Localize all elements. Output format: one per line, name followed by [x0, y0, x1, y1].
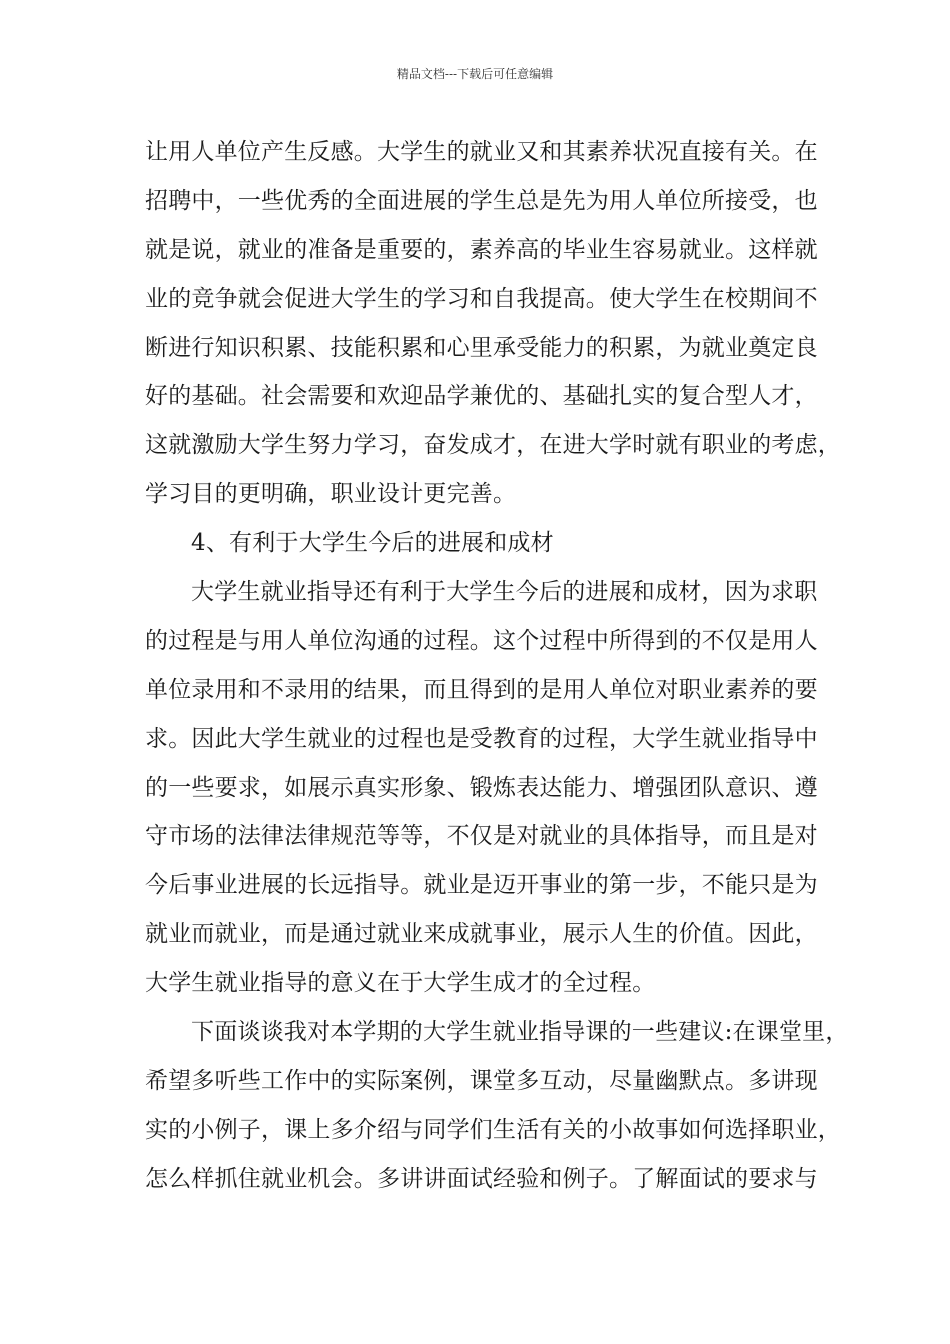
text-line: 这就激励大学生努力学习，奋发成才，在进大学时就有职业的考虑， — [145, 432, 841, 459]
text-line: 单位录用和不录用的结果，而且得到的是用人单位对职业素养的要 — [145, 676, 818, 703]
text-line: 业的竞争就会促进大学生的学习和自我提高。使大学生在校期间不 — [145, 285, 818, 312]
text-line: 让用人单位产生反感。大学生的就业又和其素养状况直接有关。在 — [145, 139, 818, 165]
text-line: 的过程是与用人单位沟通的过程。这个过程中所得到的不仅是用人 — [145, 627, 818, 654]
text-line: 守市场的法律法律规范等等，不仅是对就业的具体指导，而且是对 — [145, 823, 818, 850]
text-line: 的一些要求，如展示真实形象、锻炼表达能力、增强团队意识、遵 — [145, 774, 818, 801]
text-line: 希望多听些工作中的实际案例，课堂多互动，尽量幽默点。多讲现 — [145, 1067, 818, 1094]
text-line: 实的小例子，课上多介绍与同学们生活有关的小故事如何选择职业， — [145, 1116, 841, 1143]
text-line: 大学生就业指导还有利于大学生今后的进展和成材，因为求职 — [191, 579, 818, 606]
text-line: 下面谈谈我对本学期的大学生就业指导课的一些建议:在课堂里， — [191, 1019, 849, 1046]
text-line: 就业而就业，而是通过就业来成就事业，展示人生的价值。因此， — [145, 921, 818, 948]
text-line: 招聘中，一些优秀的全面进展的学生总是先为用人单位所接受，也 — [145, 187, 818, 214]
section-heading: 4、有利于大学生今后的进展和成材 — [191, 530, 554, 557]
text-line: 求。因此大学生就业的过程也是受教育的过程，大学生就业指导中 — [145, 725, 818, 752]
text-line: 断进行知识积累、技能积累和心里承受能力的积累，为就业奠定良 — [145, 334, 818, 361]
text-line: 怎么样抓住就业机会。多讲讲面试经验和例子。了解面试的要求与 — [145, 1165, 818, 1192]
page-header: 精品文档---下载后可任意编辑 — [396, 67, 554, 81]
body-text — [145, 128, 849, 1204]
text-line: 学习目的更明确，职业设计更完善。 — [145, 481, 517, 508]
text-line: 今后事业进展的长远指导。就业是迈开事业的第一步，不能只是为 — [145, 872, 818, 899]
text-line: 好的基础。社会需要和欢迎品学兼优的、基础扎实的复合型人才， — [145, 383, 818, 410]
text-line: 就是说，就业的准备是重要的，素养高的毕业生容易就业。这样就 — [145, 236, 818, 263]
text-line: 大学生就业指导的意义在于大学生成才的全过程。 — [145, 970, 656, 997]
